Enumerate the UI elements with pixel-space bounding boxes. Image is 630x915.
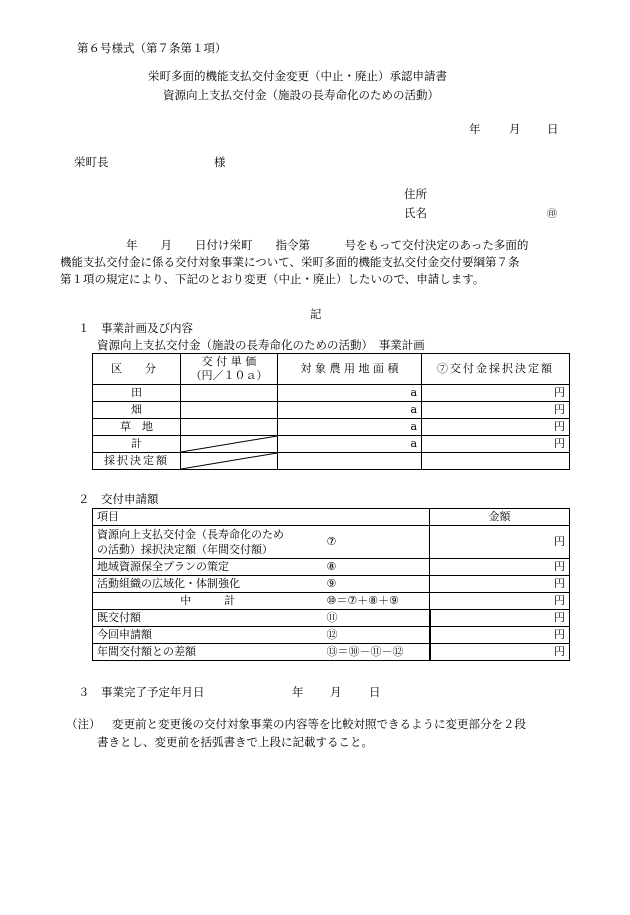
section1-subheading: 資源向上支払交付金（施設の長寿命化のための活動） 事業計画 [97,338,425,352]
date-day-label: 日 [547,122,559,136]
amount-cell: 円 [430,576,570,593]
item-cell: 地域資源保全プランの策定 [93,559,323,576]
note-label: （注） [66,717,101,731]
table-row [93,610,570,627]
code-cell: ⑪ [323,610,430,627]
code-cell: ⑦ [323,526,430,559]
item-cell: 既交付額 [93,610,323,627]
header-unit-price-top: 交 付 単 価 [201,355,257,368]
amount-cell: 円 [430,644,570,661]
code-cell: ⑨ [323,576,430,593]
code-cell: ⑧ [323,559,430,576]
application-table-header [93,509,570,526]
item-line2: の活動）採択決定額（年間交付額） [97,543,273,556]
amount-cell: 円 [422,385,570,402]
diagonal-line [181,436,277,452]
table-row [93,419,570,436]
area-cell: a [278,385,422,402]
document-subtitle: 資源向上支払交付金（施設の長寿命化のための活動） [163,88,439,102]
table-row [93,593,570,610]
unit-price-cell [181,385,278,402]
code-cell: ⑫ [323,627,430,644]
header-item: 項目 [93,509,430,526]
amount-cell: 円 [422,402,570,419]
amount-cell: 円 [430,627,570,644]
section2-heading: ２ 交付申請額 [78,492,159,506]
table-row [93,627,570,644]
unit-price-cell [181,402,278,419]
table-row [93,526,570,559]
row-label: 田 [93,385,181,402]
date-month-label: 月 [509,122,521,136]
item-cell: 年間交付額との差額 [93,644,323,661]
body-text-line1: 年 月 日付け栄町 指令第 号をもって交付決定のあった多面的 [126,238,529,252]
header-area: 対 象 農 用 地 面 積 [278,354,422,385]
form-number: 第６号様式（第７条第１項） [77,41,227,55]
area-cell: a [278,402,422,419]
completion-day-label: 日 [369,685,381,699]
amount-cell: 円 [422,419,570,436]
address-label: 住所 [404,187,427,201]
row-label: 計 [93,436,181,453]
header-unit-price-bottom: （円／１０ａ） [190,369,268,382]
row-label: 畑 [93,402,181,419]
name-label: 氏名 [404,206,427,220]
plan-table [92,353,570,470]
header-decision: ⑦交付金採択決定額 [422,354,570,385]
amount-cell: 円 [422,436,570,453]
note-line2: 書きとし、変更前を括弧書きで上段に記載すること。 [97,735,373,749]
table-row [93,436,570,453]
table-row [93,385,570,402]
body-text-line3: 第１項の規定により、下記のとおり変更（中止・廃止）したいので、申請します。 [60,272,485,286]
header-kubun: 区 分 [93,354,181,385]
code-cell: ⑬＝⑩－⑪－⑫ [323,644,430,661]
item-cell: 今回申請額 [93,627,323,644]
row-label: 採択決定額 [93,453,181,470]
row-label: 草 地 [93,419,181,436]
table-row [93,402,570,419]
item-cell: 活動組織の広域化・体制強化 [93,576,323,593]
area-cell [278,453,422,470]
amount-cell: 円 [430,526,570,559]
diagonal-cell [181,436,278,453]
document-title: 栄町多面的機能支払交付金変更（中止・廃止）承認申請書 [148,69,447,83]
amount-cell [422,453,570,470]
plan-table-header [93,354,570,385]
table-row [93,644,570,661]
amount-cell: 円 [430,610,570,627]
unit-price-cell [181,419,278,436]
header-unit-price [181,354,278,385]
section1-heading: １ 事業計画及び内容 [78,321,193,335]
addressee-name: 栄町長 [74,155,109,169]
item-line1: 資源向上支払交付金（長寿命化のため [97,528,284,541]
completion-year-label: 年 [292,685,304,699]
amount-cell: 円 [430,593,570,610]
diagonal-line [181,453,277,469]
body-text-line2: 機能支払交付金に係る交付対象事業について、栄町多面的機能支払交付金交付要綱第７条 [60,255,520,269]
seal-mark: ㊞ [547,209,557,220]
note-line1: 変更前と変更後の交付対象事業の内容等を比較対照できるように変更部分を２段 [112,717,526,731]
item-cell: 中 計 [93,593,323,610]
header-amount: 金額 [430,509,570,526]
area-cell: a [278,436,422,453]
addressee-honorific: 様 [214,155,226,169]
area-cell: a [278,419,422,436]
application-table [92,508,570,661]
section3-heading: ３ 事業完了予定年月日 [78,685,205,699]
date-year-label: 年 [469,122,481,136]
table-row [93,453,570,470]
ki-mark: 記 [310,307,322,321]
amount-cell: 円 [430,559,570,576]
table-row [93,559,570,576]
diagonal-cell [181,453,278,470]
item-cell [93,526,323,559]
table-row [93,576,570,593]
code-cell: ⑩＝⑦＋⑧＋⑨ [323,593,430,610]
completion-month-label: 月 [330,685,342,699]
